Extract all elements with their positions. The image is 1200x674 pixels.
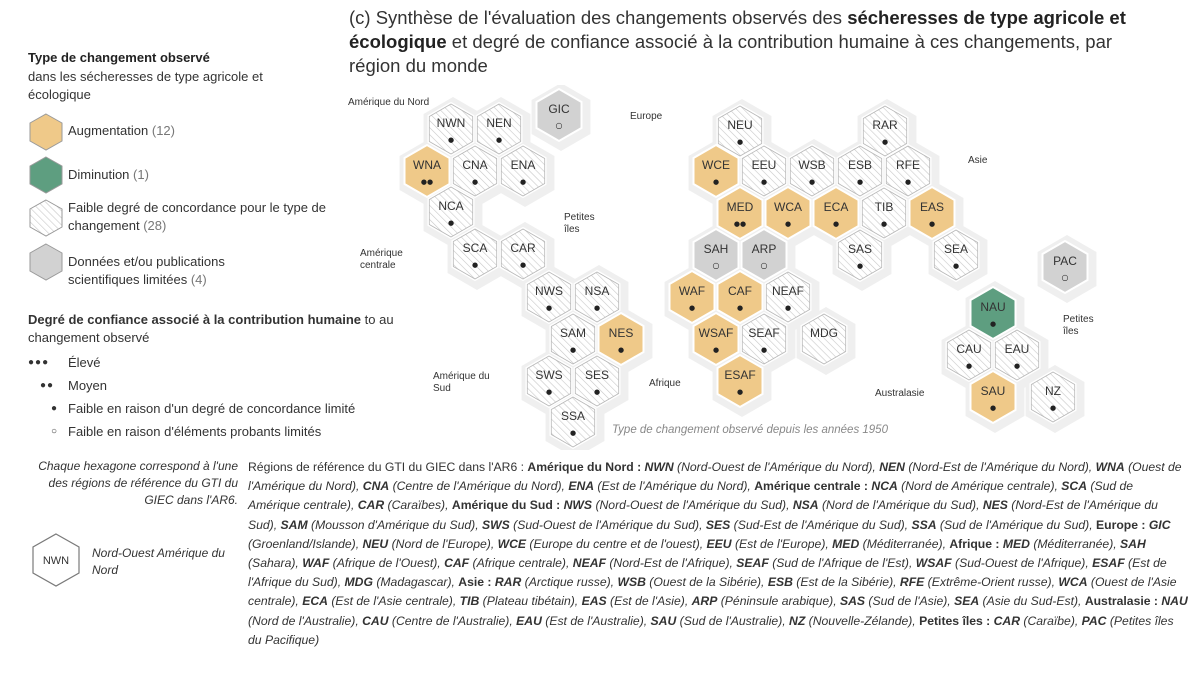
refs-code: SWS [482,517,510,532]
legend-swatch-decrease [28,156,64,199]
hex-confidence-nes: ● [617,346,625,354]
refs-code: ESAF [1092,556,1125,571]
refs-code: WCA [1058,575,1088,590]
refs-code: ESB [767,575,793,590]
refs-desc: (Caraïbes), [384,498,452,513]
refs-code: NEU [362,536,389,551]
refs-desc: (Caraïbe), [1020,613,1082,628]
refs-code: NEN [879,460,905,474]
hex-code-rar: RAR [872,118,898,132]
refs-desc: (Arctique russe), [521,575,618,590]
hex-confidence-sau: ● [989,404,997,412]
refs-desc: (Nord de l'Europe), [388,536,498,551]
refs-code: ENA [568,479,595,494]
hex-confidence-eca: ● [832,220,840,228]
hex-confidence-rar: ● [881,138,889,146]
refs-code: SAM [280,517,308,532]
refs-desc: (Nord-Est de l'Amérique du Sud), [248,498,1158,532]
hex-confidence-cna: ● [471,178,479,186]
refs-desc: (Méditerranée), [1029,536,1121,551]
refs-desc: (Asie du Sud-Est), [979,594,1085,609]
example-hexagon-code: NWN [42,555,70,567]
hex-confidence-sas: ● [856,262,864,270]
refs-code: CAF [444,556,470,571]
confidence-low-evidence-symbol: ○ [51,426,58,437]
hex-code-cau: CAU [956,342,982,356]
example-hexagon [30,532,82,593]
refs-code: CAU [362,613,389,628]
hex-confidence-wca: ● [784,220,792,228]
refs-desc: (Péninsule arabique), [717,594,840,609]
since-1950-label: Type de changement observé depuis les années 1950 [612,424,888,436]
legend-label-decrease: Diminution (1) [68,167,149,182]
hex-code-nau: NAU [980,300,1006,314]
refs-desc: (Ouest de la Sibérie), [645,575,768,590]
refs-desc: (Sud de l'Amérique du Sud), [936,517,1096,532]
hex-confidence-caf: ● [736,304,744,312]
refs-code: SSA [911,517,937,532]
hex-confidence-car: ● [519,261,527,269]
refs-code: PAC [1081,613,1107,628]
refs-desc: (Sud-Est de l'Amérique du Sud), [730,517,912,532]
confidence-low-agreement-label: Faible en raison d'un degré de concordance limité [68,401,356,416]
hex-code-sau: SAU [980,384,1006,398]
hex-code-arp: ARP [751,242,777,256]
hex-confidence-nws: ● [545,304,553,312]
refs-code: NZ [789,613,806,628]
refs-desc: (Sud de l'Afrique de l'Est), [768,556,916,571]
refs-code: NES [982,498,1008,513]
hex-confidence-sws: ● [545,388,553,396]
hex-code-nen: NEN [486,116,512,130]
hex-code-waf: WAF [678,284,706,298]
legend-type-subheading: dans les sécheresses de type agricole et écologique [28,69,263,102]
refs-code: EAU [516,613,542,628]
region-label-australasia: Australasie [875,388,925,399]
hex-code-ssa: SSA [560,409,586,423]
hex-code-nwn: NWN [436,116,466,130]
hex-code-tib: TIB [874,200,894,214]
refs-group: Amérique du Nord : [527,460,645,474]
refs-desc: (Est de l'Europe), [731,536,833,551]
hex-code-ena: ENA [510,158,536,172]
hex-confidence-nen: ● [495,136,503,144]
title-prefix: (c) Synthèse de l'évaluation des changements observés des [349,7,848,28]
hex-confidence-nca: ● [447,219,455,227]
refs-desc: (Est de l'Asie centrale), [327,594,460,609]
hex-code-wna: WNA [413,158,441,172]
refs-desc: (Plateau tibétain), [479,594,582,609]
hex-code-sas: SAS [847,242,873,256]
refs-desc: (Sahara), [248,556,303,571]
hex-confidence-esb: ● [856,178,864,186]
refs-code: SAH [1120,536,1146,551]
refs-desc: (Est de la Sibérie), [792,575,900,590]
refs-code: CAR [357,498,385,513]
hex-confidence-eau: ● [1013,362,1021,370]
refs-desc: (Sud de Amérique centrale), [248,479,1134,513]
hex-code-esaf: ESAF [724,368,756,382]
title-suffix: et degré de confiance associé à la contribution humaine à ces changements, par région du monde [349,31,1113,76]
hex-confidence-ssa: ● [569,429,577,437]
hex-code-rfe: RFE [896,158,920,172]
refs-desc: (Nord-Est de l'Afrique), [605,556,737,571]
example-hexagon-label: Nord-Ouest Amérique du Nord [92,546,225,577]
reference-regions-list [248,458,1188,650]
hex-code-eau: EAU [1004,342,1030,356]
refs-code: CAR [993,613,1021,628]
refs-code: RFE [899,575,925,590]
refs-code: ECA [302,594,328,609]
hex-confidence-med: ●● [733,220,747,228]
hex-confidence-eas: ● [928,220,936,228]
hex-code-cna: CNA [462,158,488,172]
hex-confidence-nwn: ● [447,136,455,144]
hex-code-neaf: NEAF [771,284,805,298]
legend-confidence-heading: Degré de confiance associé à la contribution humaine to au changement observé [28,312,394,345]
hex-code-nca: NCA [438,199,464,213]
refs-code: NSA [792,498,819,513]
legend-label-increase: Augmentation (12) [68,123,175,138]
refs-desc: (Nord-Ouest de l'Amérique du Sud), [592,498,793,513]
hex-confidence-pac: ○ [1061,273,1069,282]
refs-desc: (Sud de l'Australie), [676,613,790,628]
refs-code: NWS [563,498,593,513]
refs-code: SEAF [736,556,769,571]
hex-confidence-nz: ● [1049,404,1057,412]
hex-code-wsaf: WSAF [698,326,734,340]
hex-confidence-cau: ● [965,362,973,370]
hex-code-gic: GIC [548,102,570,116]
hex-confidence-waf: ● [688,304,696,312]
refs-desc: (Centre de l'Amérique du Nord), [389,479,569,494]
refs-code: NWN [644,460,674,474]
refs-group: Amérique du Sud : [451,498,564,513]
hex-confidence-wce: ● [712,178,720,186]
hex-confidence-arp: ○ [760,261,768,270]
refs-code: SAS [839,594,866,609]
refs-desc: (Madagascar), [372,575,459,590]
hex-code-wsb: WSB [798,158,826,172]
hex-confidence-neaf: ● [784,304,792,312]
refs-code: EAS [581,594,607,609]
refs-group: Amérique centrale : [754,479,872,494]
hex-confidence-wsaf: ● [712,346,720,354]
hex-code-nws: NWS [535,284,563,298]
confidence-low-agreement-symbol: ● [51,403,58,414]
legend-label-limited: Données et/ou publications scientifiques limitées (4) [68,254,225,287]
legend-swatch-increase [28,113,64,156]
hex-code-sca: SCA [462,241,488,255]
hex-confidence-wsb: ● [808,178,816,186]
hex-confidence-seaf: ● [760,346,768,354]
region-label-small-islands-1: Petites îles [564,212,595,235]
hex-confidence-ses: ● [593,388,601,396]
hex-code-sws: SWS [535,368,563,382]
refs-desc: (Afrique centrale), [469,556,573,571]
refs-code: WCE [497,536,527,551]
hex-confidence-nsa: ● [593,304,601,312]
refs-desc: (Sud-Ouest de l'Amérique du Sud), [509,517,706,532]
hex-code-sah: SAH [703,242,729,256]
refs-desc: (Nord-Est de l'Amérique du Nord), [904,460,1096,474]
confidence-low-evidence-label: Faible en raison d'éléments probants limités [68,424,322,439]
region-label-north-america: Amérique du Nord [348,97,430,108]
hex-confidence-tib: ● [880,220,888,228]
hex-code-sea: SEA [943,242,969,256]
refs-desc: (Est de l'Australie), [541,613,651,628]
refs-group: Afrique : [949,536,1003,551]
hex-confidence-wna: ●● [420,178,434,186]
hex-code-nz: NZ [1045,384,1061,398]
hex-code-pac: PAC [1053,254,1077,268]
refs-desc: (Sud de l'Asie), [865,594,955,609]
refs-code: SCA [1061,479,1088,494]
confidence-medium-symbol: ●● [40,380,55,391]
refs-code: RAR [494,575,522,590]
hex-code-neu: NEU [727,118,753,132]
refs-desc: (Sud-Ouest de l'Afrique), [951,556,1093,571]
hex-code-wce: WCE [702,158,730,172]
refs-code: WSAF [915,556,952,571]
hex-code-med: MED [726,200,754,214]
refs-code: WNA [1095,460,1125,474]
hex-confidence-sca: ● [471,261,479,269]
refs-desc: (Groenland/Islande), [248,536,363,551]
refs-group: Petites îles : [919,613,994,628]
hex-code-seaf: SEAF [748,326,780,340]
refs-code: WAF [302,556,330,571]
refs-desc: (Centre de l'Australie), [388,613,517,628]
hex-code-esb: ESB [847,158,873,172]
hex-code-wca: WCA [774,200,802,214]
refs-desc: (Est de l'Afrique du Sud), [248,556,1167,590]
refs-code: SES [705,517,731,532]
legend-type-heading: Type de changement observé [28,50,210,65]
confidence-high-label: Élevé [68,355,101,370]
hex-code-eca: ECA [823,200,849,214]
region-label-small-islands-2: Petites îles [1063,314,1094,337]
hexagon-map [330,85,1130,450]
region-label-asia: Asie [968,155,988,166]
hex-code-eas: EAS [919,200,945,214]
region-label-africa: Afrique [649,378,681,389]
hex-confidence-rfe: ● [904,178,912,186]
refs-code: SEA [954,594,980,609]
hex-code-nes: NES [608,326,634,340]
refs-code: MED [832,536,860,551]
hex-confidence-sah: ○ [712,261,720,270]
refs-desc: (Nord de l'Amérique du Sud), [818,498,983,513]
hex-code-nsa: NSA [584,284,610,298]
refs-desc: (Europe du centre et de l'ouest), [526,536,707,551]
confidence-medium-label: Moyen [68,378,108,393]
refs-group: Asie : [458,575,495,590]
refs-desc: (Mousson d'Amérique du Sud), [307,517,483,532]
refs-code: GIC [1148,517,1171,532]
hex-confidence-ena: ● [519,178,527,186]
refs-desc: (Petites îles du Pacifique) [248,613,1174,647]
hex-confidence-sea: ● [952,262,960,270]
hex-confidence-eeu: ● [760,178,768,186]
refs-intro: Régions de référence du GTI du GIEC dans l'AR6 : [248,460,528,474]
legend-swatch-limited [28,243,64,286]
confidence-high-symbol: ●●● [28,357,50,368]
region-label-central-america: Amérique centrale [360,248,403,271]
refs-desc: (Afrique de l'Ouest), [329,556,445,571]
legend-swatch-hatched [28,199,64,242]
refs-desc: (Nord-Ouest de l'Amérique du Nord), [673,460,880,474]
refs-desc: (Nouvelle-Zélande), [805,613,920,628]
hex-code-caf: CAF [728,284,752,298]
hexagon-caption: Chaque hexagone correspond à l'une des régions de référence du GTI du GIEC dans l'AR6. [38,459,238,507]
refs-desc: (Nord de l'Australie), [248,613,363,628]
hex-confidence-neu: ● [736,138,744,146]
refs-desc: (Extrême-Orient russe), [924,575,1059,590]
region-label-europe: Europe [630,111,663,122]
refs-group: Australasie : [1084,594,1162,609]
refs-code: NCA [871,479,898,494]
refs-desc: (Est de l'Amérique du Nord), [594,479,755,494]
hex-code-mdg: MDG [810,326,838,340]
refs-desc: (Ouest de l'Amérique du Nord), [248,460,1182,494]
refs-desc: (Nord de Amérique centrale), [897,479,1062,494]
refs-code: NEAF [572,556,606,571]
region-label-south-america: Amérique du Sud [433,371,490,394]
refs-code: WSB [617,575,646,590]
hex-code-sam: SAM [559,326,587,340]
refs-code: MED [1002,536,1030,551]
hex-code-ses: SES [584,368,610,382]
refs-code: CNA [362,479,390,494]
title-bold: sécheresses de type agricole et écologique [349,7,1126,52]
refs-code: MDG [344,575,373,590]
legend-label-hatched: Faible degré de concordance pour le type de changement (28) [68,200,327,233]
refs-code: EEU [706,536,732,551]
hex-code-eeu: EEU [751,158,777,172]
hex-confidence-nau: ● [989,320,997,328]
refs-code: NAU [1161,594,1188,609]
hex-code-car: CAR [510,241,536,255]
figure-title [349,6,1129,78]
refs-desc: (Méditerranée), [859,536,950,551]
hex-confidence-sam: ● [569,346,577,354]
refs-desc: (Est de l'Asie), [606,594,692,609]
hex-confidence-gic: ○ [555,121,563,130]
refs-code: TIB [459,594,480,609]
hex-confidence-esaf: ● [736,388,744,396]
refs-group: Europe : [1096,517,1149,532]
refs-code: SAU [650,613,677,628]
refs-code: ARP [691,594,718,609]
refs-desc: (Ouest de l'Asie centrale), [248,575,1177,609]
